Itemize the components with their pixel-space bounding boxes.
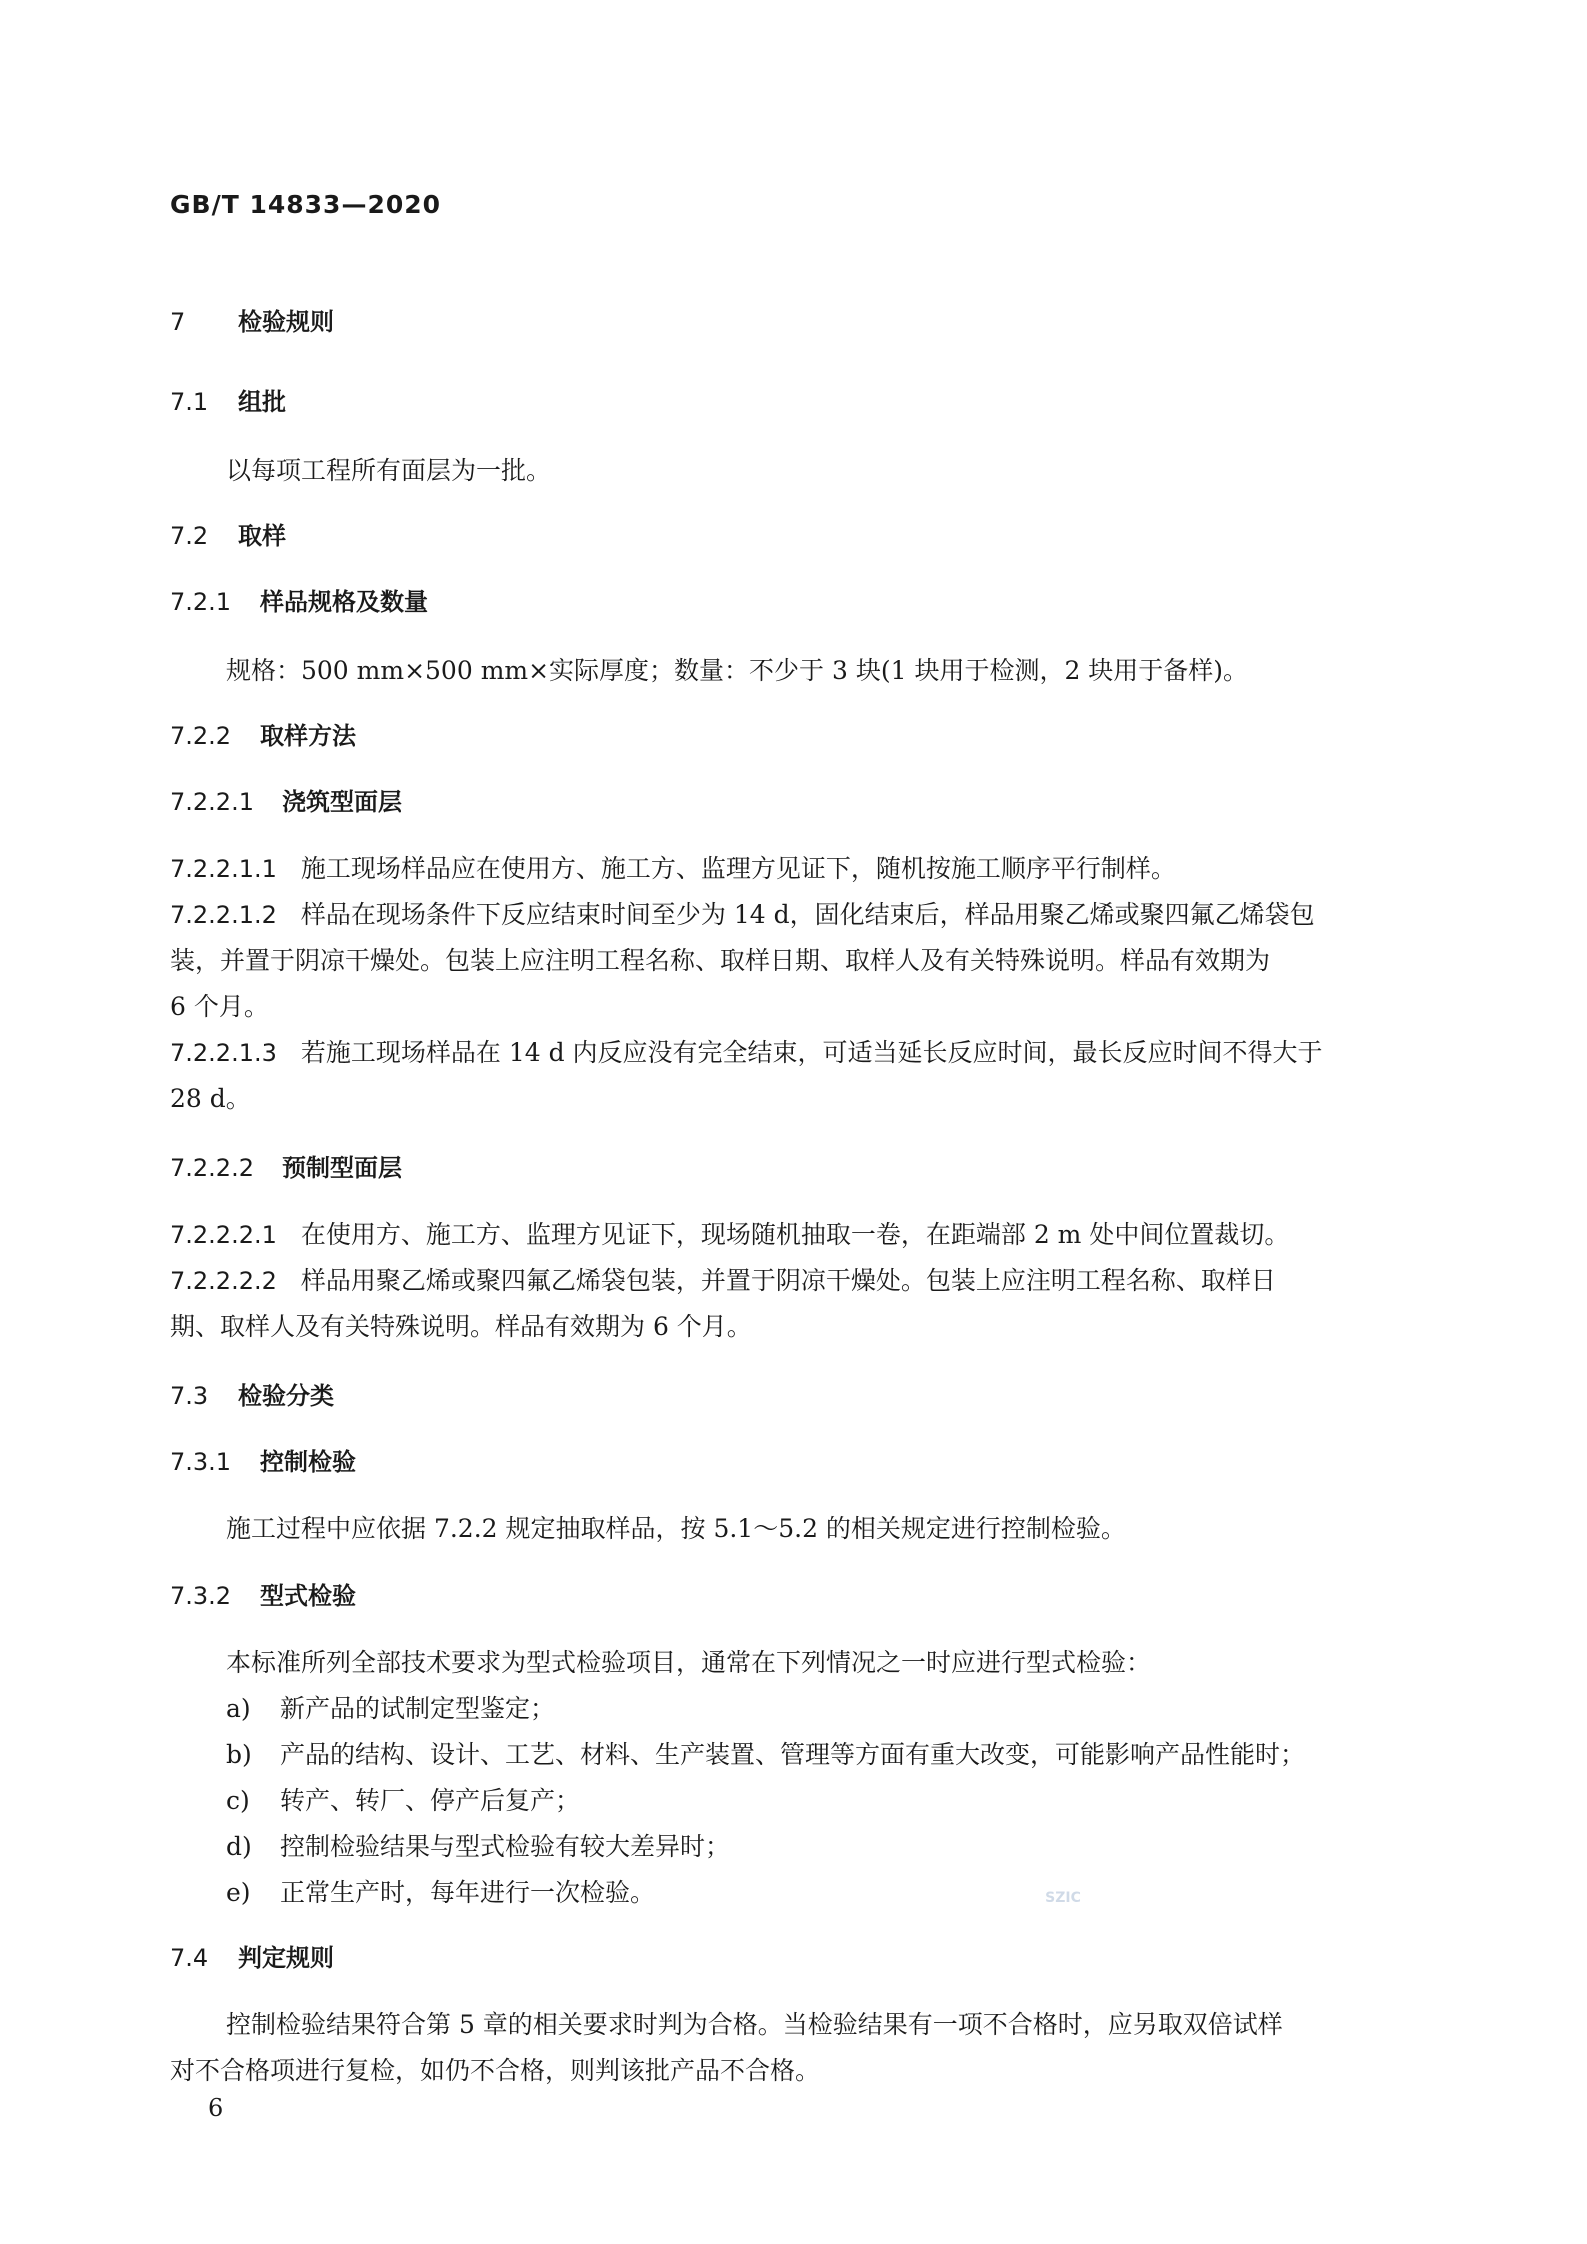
- clause-number: 7.2.2.1.2: [170, 901, 277, 929]
- heading-title: 型式检验: [260, 1582, 356, 1610]
- heading-number: 7.3.2: [170, 1582, 232, 1610]
- clause-7-2-2-2-2: [170, 1258, 1417, 1304]
- clause-continuation: 期、取样人及有关特殊说明。样品有效期为 6 个月。: [170, 1312, 752, 1341]
- clause-7-2-2-1-3: [170, 1030, 1417, 1076]
- heading-title: 样品规格及数量: [260, 588, 428, 616]
- heading-7-2-2: [170, 714, 1417, 759]
- list-item: [226, 1732, 1417, 1777]
- paragraph-7-4: 控制检验结果符合第 5 章的相关要求时判为合格。当检验结果有一项不合格时，应另取双倍试样: [226, 2010, 1283, 2039]
- list-marker: d): [226, 1832, 252, 1861]
- heading-number: 7.2.1: [170, 588, 232, 616]
- list-text: 产品的结构、设计、工艺、材料、生产装置、管理等方面有重大改变，可能影响产品性能时；: [280, 1740, 1306, 1769]
- heading-number: 7.1: [170, 388, 209, 416]
- heading-title: 控制检验: [260, 1448, 356, 1476]
- clause-continuation: 装，并置于阴凉干燥处。包装上应注明工程名称、取样日期、取样人及有关特殊说明。样品有效期为: [170, 946, 1271, 975]
- heading-number: 7.2.2.1: [170, 788, 254, 816]
- watermark-logo: SZIC: [1045, 1890, 1081, 1906]
- list-marker: c): [226, 1786, 250, 1815]
- heading-7: [170, 300, 1417, 345]
- clause-continuation: 6 个月。: [170, 992, 269, 1021]
- heading-title: 检验分类: [238, 1382, 334, 1410]
- clause-text: 在使用方、施工方、监理方见证下，现场随机抽取一卷，在距端部 2 m 处中间位置裁切。: [300, 1220, 1290, 1249]
- heading-number: 7.2.2.2: [170, 1154, 254, 1182]
- paragraph-7-1: 以每项工程所有面层为一批。: [226, 456, 552, 485]
- clause-text: 若施工现场样品在 14 d 内反应没有完全结束，可适当延长反应时间，最长反应时间不得大于: [300, 1038, 1323, 1067]
- heading-number: 7.2: [170, 522, 209, 550]
- list-marker: a): [226, 1694, 251, 1723]
- heading-title: 组批: [238, 388, 286, 416]
- heading-title: 预制型面层: [282, 1154, 402, 1182]
- list-text: 控制检验结果与型式检验有较大差异时；: [280, 1832, 731, 1861]
- paragraph-7-3-2: 本标准所列全部技术要求为型式检验项目，通常在下列情况之一时应进行型式检验：: [226, 1648, 1152, 1677]
- clause-7-2-2-2-1: [170, 1212, 1417, 1258]
- clause-text: 样品用聚乙烯或聚四氟乙烯袋包装，并置于阴凉干燥处。包装上应注明工程名称、取样日: [300, 1266, 1276, 1295]
- heading-number: 7.4: [170, 1944, 209, 1972]
- list-text: 新产品的试制定型鉴定；: [280, 1694, 556, 1723]
- list-item: [226, 1686, 1417, 1731]
- page-number: 6: [208, 2094, 224, 2122]
- clause-continuation: 28 d。: [170, 1084, 251, 1113]
- clause-number: 7.2.2.1.3: [170, 1039, 277, 1067]
- list-marker: b): [226, 1740, 252, 1769]
- clause-text: 样品在现场条件下反应结束时间至少为 14 d，固化结束后，样品用聚乙烯或聚四氟乙烯袋包: [300, 900, 1315, 929]
- paragraph-7-2-1: 规格：500 mm×500 mm×实际厚度；数量：不少于 3 块(1 块用于检测，2 块用于备样)。: [226, 656, 1249, 685]
- heading-title: 检验规则: [238, 308, 334, 336]
- list-item: [226, 1870, 1417, 1915]
- heading-number: 7.2.2: [170, 722, 232, 750]
- paragraph-7-3-1: 施工过程中应依据 7.2.2 规定抽取样品，按 5.1～5.2 的相关规定进行控制检验。: [226, 1514, 1126, 1543]
- document-id: GB/T 14833—2020: [170, 190, 442, 219]
- heading-7-2-2-2: [170, 1146, 1417, 1191]
- heading-7-1: [170, 380, 1417, 425]
- heading-title: 判定规则: [238, 1944, 334, 1972]
- list-text: 转产、转厂、停产后复产；: [280, 1786, 581, 1815]
- heading-7-3-1: [170, 1440, 1417, 1485]
- heading-number: 7.3: [170, 1382, 209, 1410]
- heading-title: 浇筑型面层: [282, 788, 402, 816]
- clause-7-2-2-1-1: [170, 846, 1417, 892]
- heading-7-3: [170, 1374, 1417, 1419]
- paragraph-continuation: 对不合格项进行复检，如仍不合格，则判该批产品不合格。: [170, 2056, 821, 2085]
- heading-title: 取样: [238, 522, 286, 550]
- heading-7-2: [170, 514, 1417, 559]
- list-item: [226, 1778, 1417, 1823]
- list-item: [226, 1824, 1417, 1869]
- clause-number: 7.2.2.1.1: [170, 855, 277, 883]
- heading-7-2-1: [170, 580, 1417, 625]
- clause-number: 7.2.2.2.1: [170, 1221, 277, 1249]
- heading-7-3-2: [170, 1574, 1417, 1619]
- heading-title: 取样方法: [260, 722, 356, 750]
- list-text: 正常生产时，每年进行一次检验。: [280, 1878, 656, 1907]
- heading-7-4: [170, 1936, 1417, 1981]
- list-marker: e): [226, 1878, 251, 1907]
- heading-number: 7.3.1: [170, 1448, 232, 1476]
- clause-text: 施工现场样品应在使用方、施工方、监理方见证下，随机按施工顺序平行制样。: [300, 854, 1176, 883]
- clause-7-2-2-1-2: [170, 892, 1417, 938]
- heading-number: 7: [170, 308, 186, 336]
- clause-number: 7.2.2.2.2: [170, 1267, 277, 1295]
- heading-7-2-2-1: [170, 780, 1417, 825]
